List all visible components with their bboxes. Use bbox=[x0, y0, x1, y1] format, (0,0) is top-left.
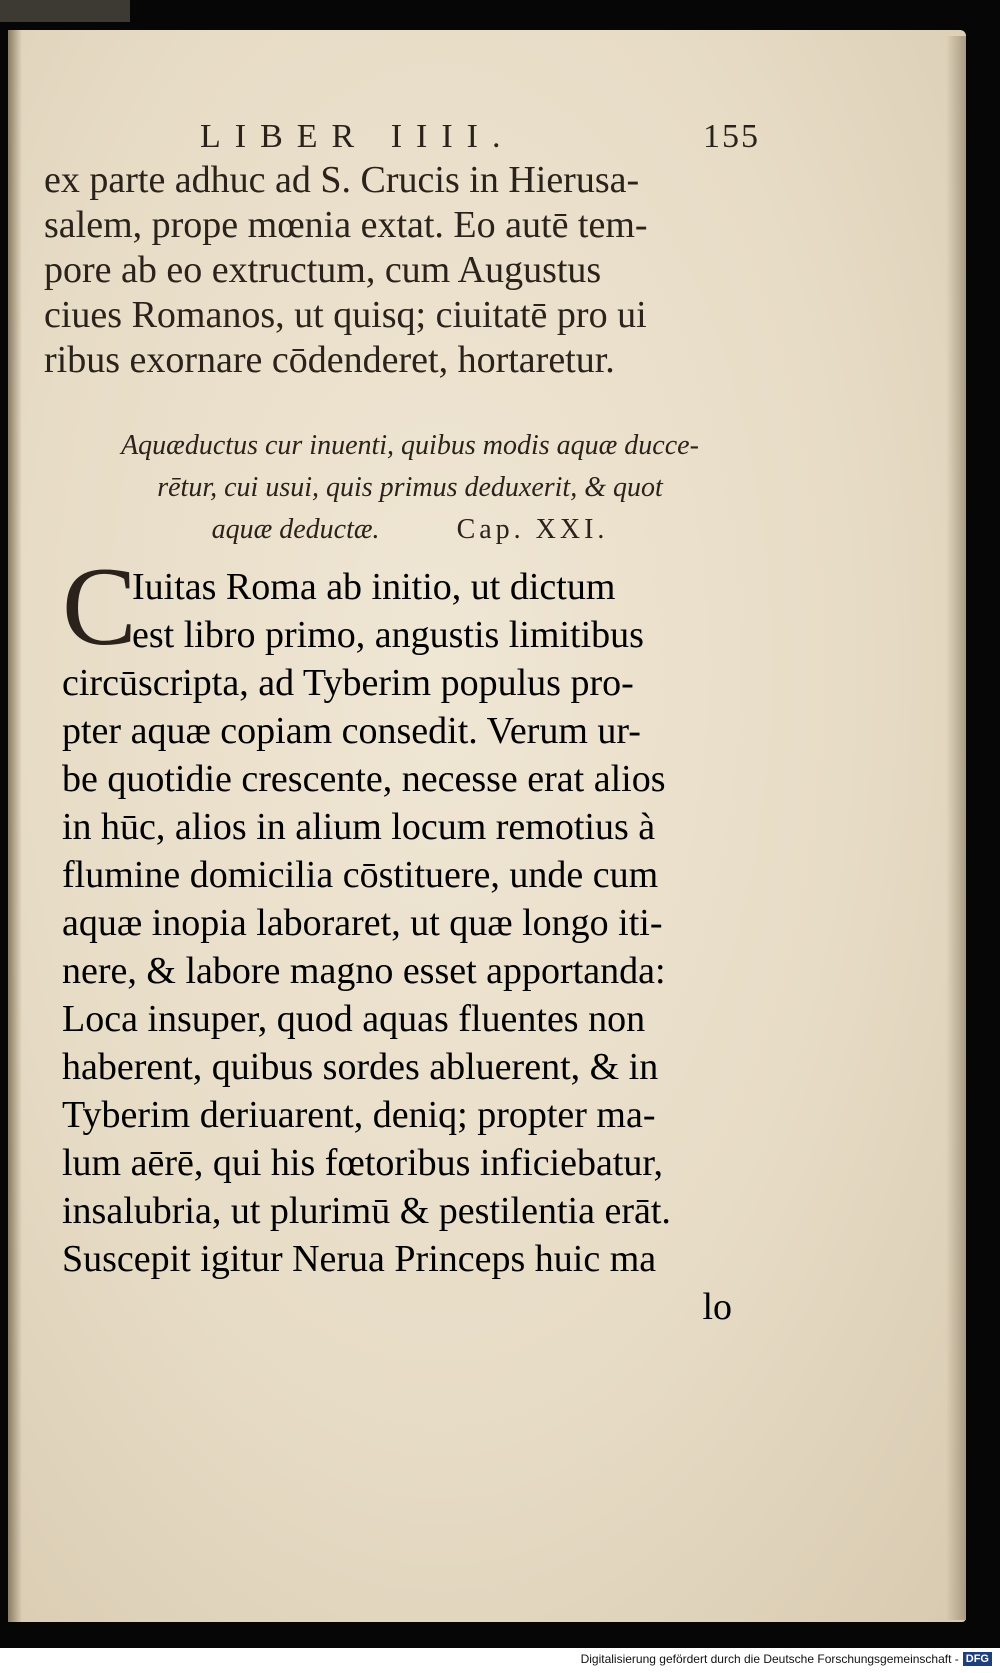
text-line: Suscepit igitur Nerua Princeps huic ma bbox=[62, 1238, 657, 1280]
binding-strip bbox=[0, 0, 130, 22]
text-line: in hūc, alios in alium locum remotius à bbox=[62, 806, 656, 848]
chapter-number: Cap. XXI. bbox=[456, 514, 609, 545]
page-gutter-shadow bbox=[8, 30, 22, 1622]
running-head bbox=[200, 118, 760, 158]
text-line: flumine domicilia cōstituere, unde cum bbox=[62, 854, 659, 896]
footer-credit-text: Digitalisierung gefördert durch die Deutsche Forschungsgemeinschaft - bbox=[580, 1652, 959, 1666]
chapter-heading bbox=[70, 425, 750, 551]
text-line: Tyberim deriuarent, deniq; propter ma- bbox=[62, 1094, 656, 1136]
catchword: lo bbox=[702, 1286, 732, 1328]
text-line: insalubria, ut plurimū & pestilentia erāt. bbox=[62, 1190, 671, 1232]
heading-line: Aquæductus cur inuenti, quibus modis aquæ ducce- bbox=[121, 430, 699, 461]
text-line: ex parte adhuc ad S. Crucis in Hierusa- bbox=[44, 159, 640, 201]
text-line: Loca insuper, quod aquas fluentes non bbox=[62, 998, 646, 1040]
text-line: be quotidie crescente, necesse erat alios bbox=[62, 758, 666, 800]
continuation-text bbox=[44, 158, 744, 383]
text-line: pter aquæ copiam consedit. Verum ur- bbox=[62, 710, 641, 752]
drop-cap: C bbox=[62, 545, 137, 669]
heading-line: rētur, cui usui, quis primus deduxerit, & quot bbox=[157, 472, 663, 503]
text-line: nere, & labore magno esset apportanda: bbox=[62, 950, 666, 992]
heading-line-last bbox=[70, 509, 750, 551]
heading-line-text: aquæ deductæ. bbox=[211, 514, 380, 545]
text-line: Iuitas Roma ab initio, ut dictum bbox=[132, 566, 616, 608]
page-edge-shadow bbox=[946, 36, 966, 1620]
chapter-body bbox=[62, 545, 762, 1331]
running-head-title: LIBER IIII. bbox=[200, 118, 515, 155]
footer-credit bbox=[581, 1652, 992, 1666]
text-line: ribus exornare cōdenderet, hortaretur. bbox=[44, 339, 615, 381]
text-line: pore ab eo extructum, cum Augustus bbox=[44, 249, 602, 291]
text-line: circūscripta, ad Tyberim populus pro- bbox=[62, 662, 634, 704]
text-line: salem, prope mœnia extat. Eo autē tem- bbox=[44, 204, 648, 246]
text-line: aquæ inopia laboraret, ut quæ longo iti- bbox=[62, 902, 663, 944]
text-line: haberent, quibus sordes abluerent, & in bbox=[62, 1046, 659, 1088]
dfg-logo-icon: DFG bbox=[963, 1652, 992, 1666]
text-line: est libro primo, angustis limitibus bbox=[132, 614, 644, 656]
page-number: 155 bbox=[703, 118, 760, 155]
text-line: ciues Romanos, ut quisq; ciuitatē pro ui bbox=[44, 294, 647, 336]
text-line: lum aērē, qui his fœtoribus inficiebatur, bbox=[62, 1142, 664, 1184]
